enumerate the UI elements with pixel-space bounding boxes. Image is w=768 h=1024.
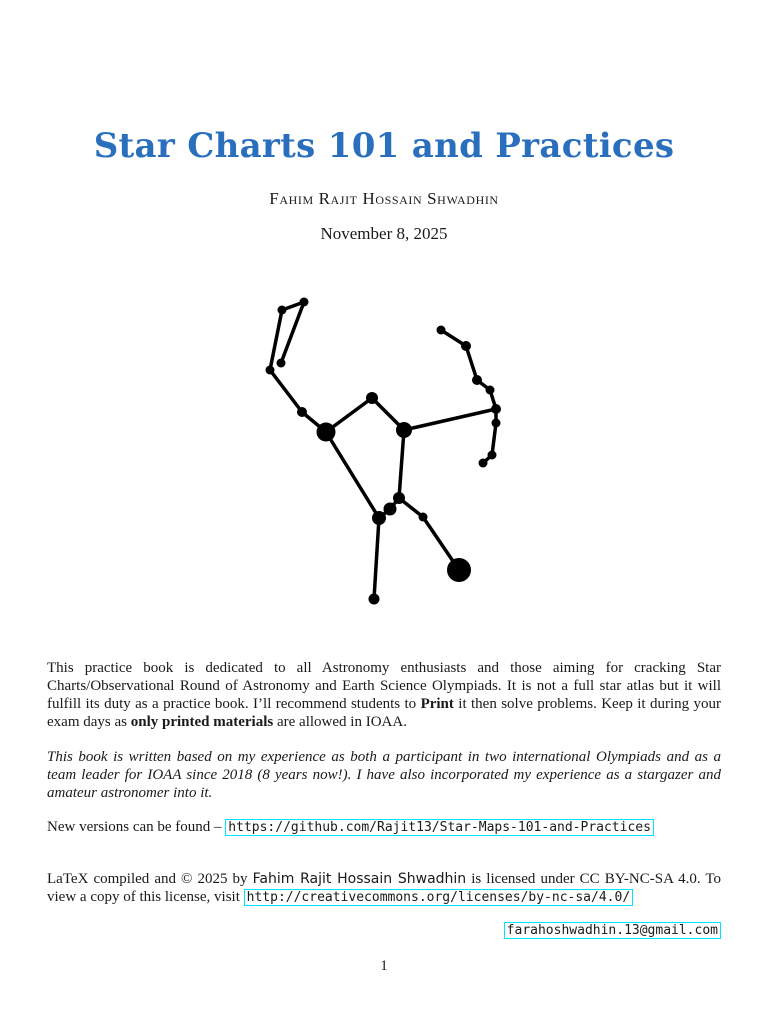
star-s6 (317, 423, 336, 442)
star-s21 (488, 451, 497, 460)
email-link[interactable]: farahoshwadhin.13@gmail.com (504, 922, 721, 939)
versions-paragraph (47, 818, 721, 837)
star-s14 (369, 594, 380, 605)
page-number: 1 (380, 958, 388, 974)
star-s1 (300, 298, 309, 307)
constellation-line (404, 409, 496, 430)
github-link[interactable]: https://github.com/Rajit13/Star-Maps-101-and-Practices (225, 819, 654, 836)
constellation-line (270, 370, 302, 412)
constellation-line (492, 423, 496, 455)
star-s20 (492, 419, 501, 428)
star-s10 (384, 503, 397, 516)
intro-text-3: are allowed in IOAA. (273, 714, 407, 730)
star-s17 (472, 375, 482, 385)
star-s3 (277, 359, 286, 368)
star-s22 (479, 459, 488, 468)
star-s7 (366, 392, 378, 404)
license-paragraph (47, 870, 721, 907)
license-link[interactable]: http://creativecommons.org/licenses/by-nc-sa/4.0/ (244, 889, 634, 906)
star-s15 (437, 326, 446, 335)
star-s12 (419, 513, 428, 522)
star-s13 (447, 558, 471, 582)
document-date: November 8, 2025 (320, 224, 448, 243)
star-s19 (491, 404, 501, 414)
constellation-line (399, 430, 404, 498)
star-s11 (372, 511, 386, 525)
star-s2 (278, 306, 287, 315)
versions-text: New versions can be found – (47, 819, 226, 835)
intro-bold-materials: only printed materials (130, 714, 274, 730)
document-title: Star Charts 101 and Practices (93, 126, 675, 166)
license-text-1: compiled and © 2025 by (88, 871, 253, 887)
constellation-line (374, 518, 379, 599)
intro-paragraph (47, 659, 721, 731)
constellation-line (326, 432, 379, 518)
license-author-name: Fahim Rajit Hossain Shwadhin (252, 871, 467, 887)
experience-paragraph: This book is written based on my experience as both a participant in two international Olympiads and as a team leader for IOAA since 2018 (8 years now!). I have also incorporated my experience as a stargazer and amateur astronomer into it. (47, 749, 721, 801)
star-s9 (393, 492, 405, 504)
constellation-line (466, 346, 477, 380)
author-name: Fahim Rajit Hossain Shwadhin (269, 189, 499, 208)
star-s18 (486, 386, 495, 395)
intro-text-1: This practice book is dedicated to all Astronomy enthusiasts and those aiming for cracking Star Charts/Observational Round of Astronomy and Earth Science Olympiads. It is not a full star atlas but it will fulfill its duty as a practice book. I’ll recommend students to (47, 660, 721, 712)
intro-text-2: it then solve problems. Keep it during your exam days as (47, 696, 722, 730)
license-text-2: is licensed under CC BY-NC-SA 4.0. To view a copy of this license, visit (47, 871, 722, 905)
star-s4 (266, 366, 275, 375)
star-s5 (297, 407, 307, 417)
latex-logo: LaTeX (47, 871, 89, 887)
intro-bold-print: Print (420, 696, 454, 712)
star-s16 (461, 341, 471, 351)
star-s8 (396, 422, 412, 438)
